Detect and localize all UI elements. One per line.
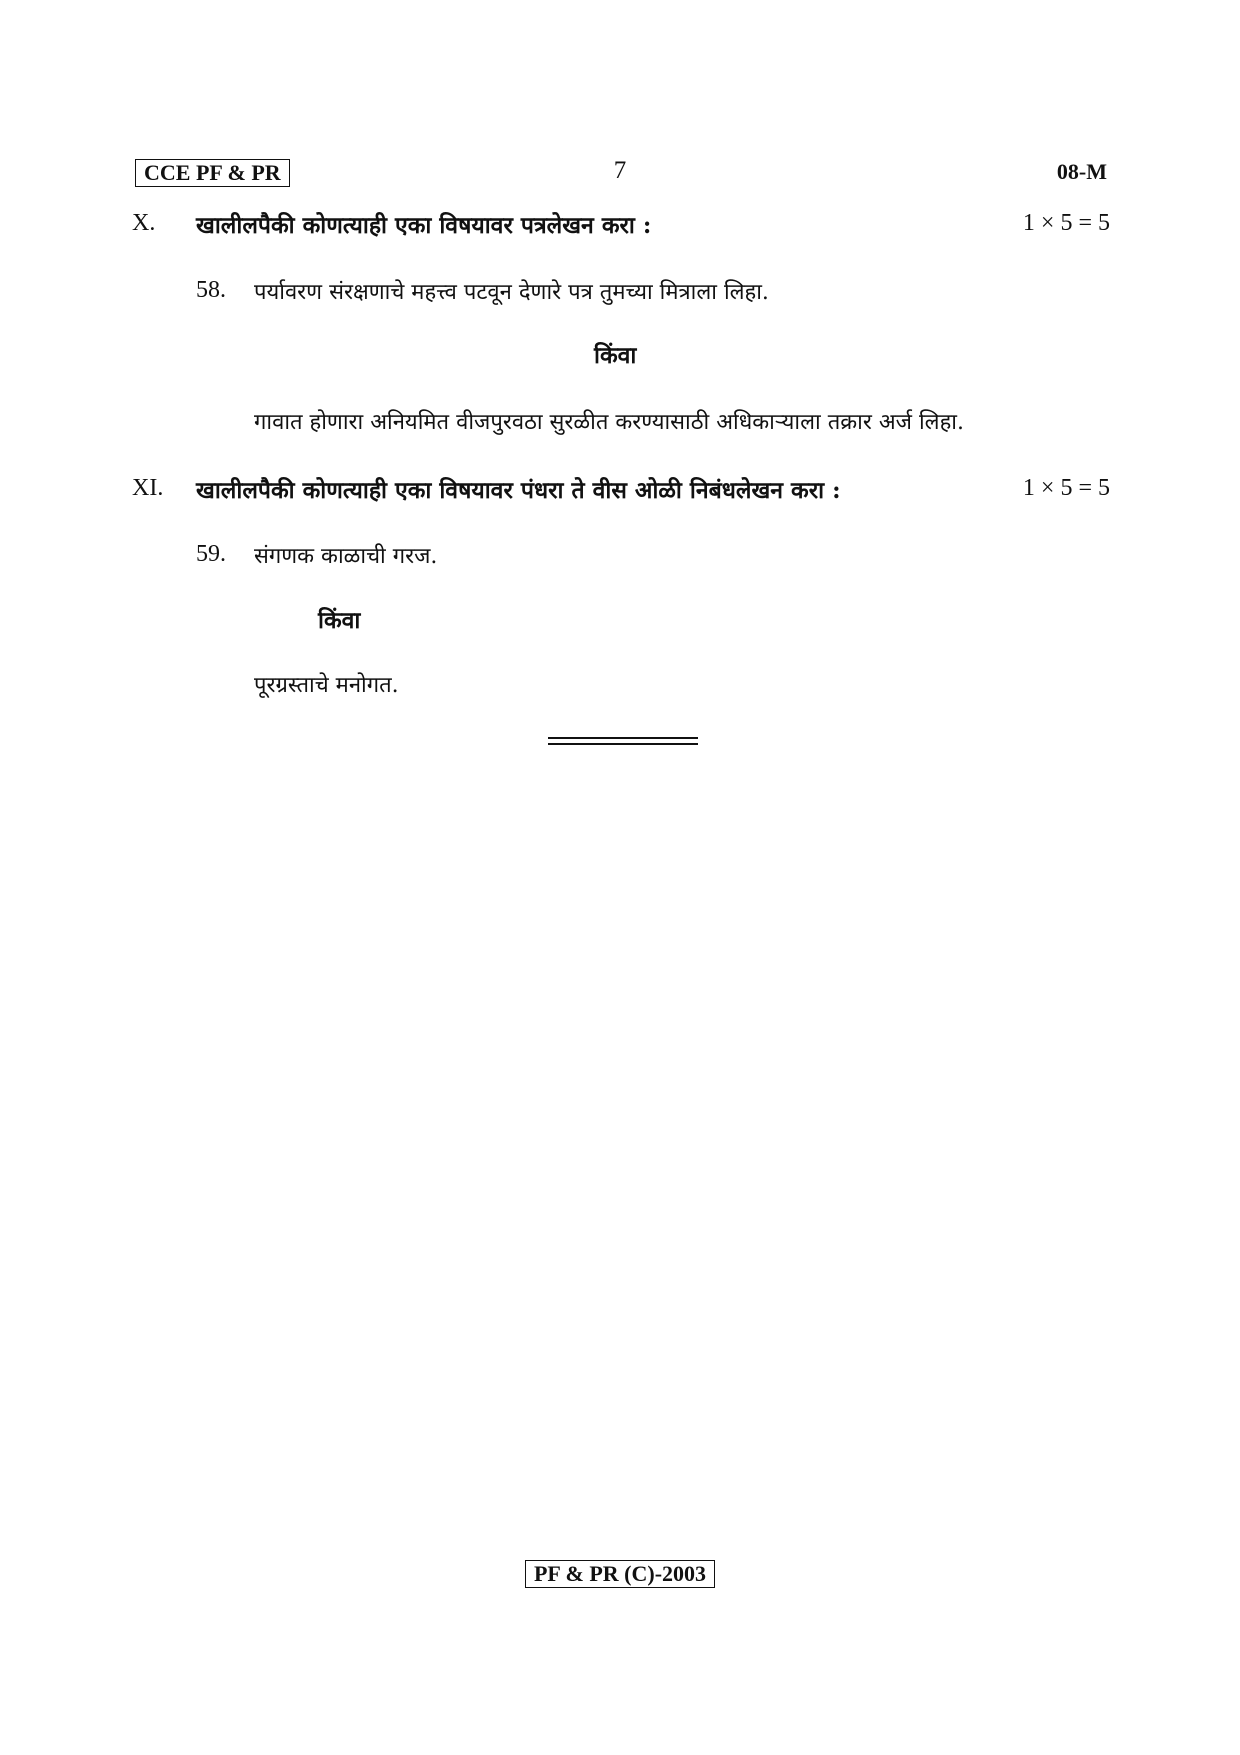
or-label: किंवा xyxy=(594,342,637,369)
question-number: 59. xyxy=(196,541,226,567)
paper-code-box: CCE PF & PR xyxy=(135,159,290,187)
alternative-question-text: पूरग्रस्ताचे मनोगत. xyxy=(254,673,399,698)
question-text: संगणक काळाची गरज. xyxy=(254,544,438,569)
section-title: खालीलपैकी कोणत्याही एका विषयावर पंधरा ते वीस ओळी निबंधलेखन करा : xyxy=(196,477,841,504)
footer xyxy=(0,1560,1240,1588)
footer-code-box: PF & PR (C)-2003 xyxy=(525,1560,715,1588)
section-marks: 1 × 5 = 5 xyxy=(1022,475,1110,501)
section-numeral: XI. xyxy=(132,475,164,501)
section-marks: 1 × 5 = 5 xyxy=(1022,210,1110,236)
section-numeral: X. xyxy=(132,210,156,236)
section-title: खालीलपैकी कोणत्याही एका विषयावर पत्रलेखन करा : xyxy=(196,212,652,239)
question-text: पर्यावरण संरक्षणाचे महत्त्व पटवून देणारे पत्र तुमच्या मित्राला लिहा. xyxy=(254,280,769,305)
alternative-question-text: गावात होणारा अनियमित वीजपुरवठा सुरळीत करण्यासाठी अधिकाऱ्याला तक्रार अर्ज लिहा. xyxy=(254,410,964,435)
page-number: 7 xyxy=(613,157,627,184)
question-number: 58. xyxy=(196,277,226,303)
paper-code-right: 08-M xyxy=(1056,159,1107,184)
or-label: किंवा xyxy=(318,607,361,634)
end-double-rule xyxy=(548,737,698,745)
